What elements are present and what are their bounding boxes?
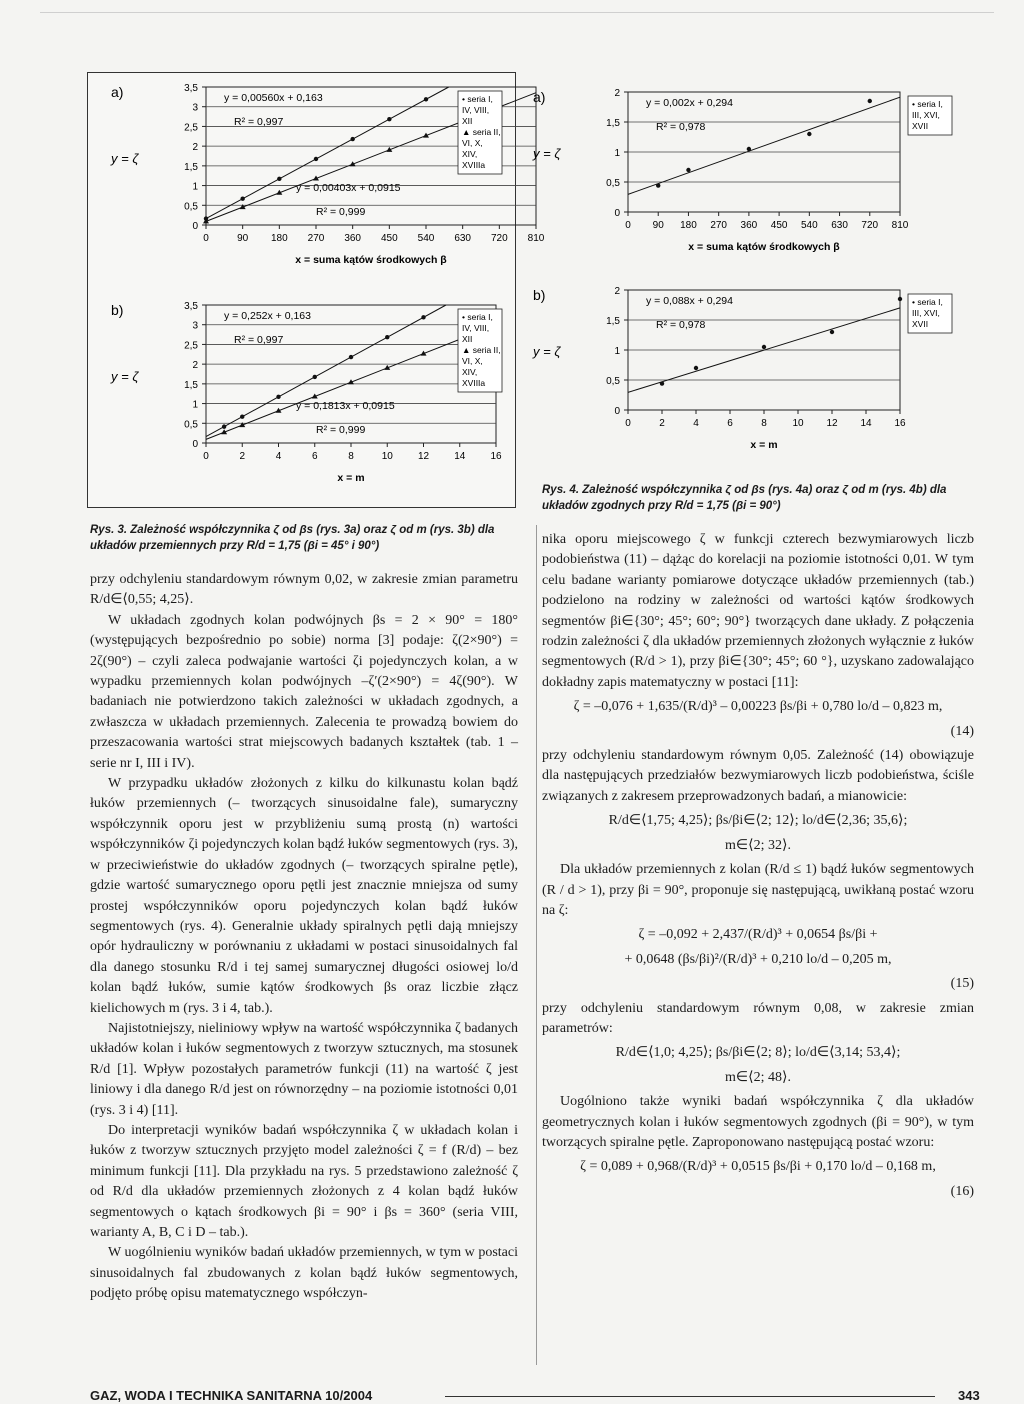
y-tick-label: 3 [192,320,198,332]
x-tick-label: 360 [344,233,362,244]
y-tick-label: 0,5 [606,376,620,387]
x-tick-label: 270 [710,220,728,231]
x-tick-label: 180 [680,220,697,231]
x-tick-label: 810 [527,233,545,244]
y-tick-label: 2 [614,88,620,99]
x-tick-label: 0 [625,220,631,231]
paragraph: W uogólnieniu wyników badań układów przemiennych, w tym w postaci sinusoidalnych fal zbudowanych z kolan bądź łuków segmentowych, podjęto próbę opisu matematycznego współczyn- [90,1245,518,1302]
data-point [747,147,751,151]
y-tick-label: 0 [192,439,198,450]
data-point [830,330,834,334]
data-point [694,366,698,370]
x-tick-label: 10 [792,418,804,429]
y-tick-label: 3 [192,102,198,114]
x-tick-label: 360 [740,220,758,231]
x-tick-label: 14 [454,451,466,462]
figure-4 [533,72,965,466]
x-tick-label: 720 [861,220,879,231]
column-separator [536,525,537,1365]
legend-entry: XVII [912,121,929,131]
regression-equation: y = 0,1813x + 0,0915 [296,400,395,412]
data-point [222,424,226,428]
data-point [385,335,389,339]
equation-15-number: (15) [950,976,974,992]
x-tick-label: 16 [894,418,906,429]
x-tick-label: 810 [891,220,909,231]
panel-tag: a) [111,84,124,100]
paragraph: przy odchyleniu standardowym równym 0,05. Zależność (14) obowiązuje dla następujących przedziałów bezwymiarowych liczb podobieństwa, ściśle związanych z zakresem przeprowadzonych badań, a mianowicie: [542,748,974,804]
legend-entry: XVIIIa [462,160,486,170]
x-tick-label: 8 [348,451,354,462]
panel-tag: b) [111,302,124,318]
figure-4-caption: Rys. 4. Zależność współczynnika ζ od βs (rys. 4a) oraz ζ od m (rys. 4b) dla układów zgodnych przy R/d = 1,75 (βi = 90°) [542,484,947,512]
panel-tag: b) [533,287,546,303]
x-tick-label: 8 [761,418,767,429]
y-tick-label: 1,5 [606,118,620,129]
y-axis-label: y = ζ [111,368,139,384]
y-tick-label: 0,5 [184,419,198,431]
range-15a: R/d∈⟨1,0; 4,25⟩; βs/βi∈⟨2; 8⟩; lo/d∈⟨3,14; 53,4⟩; [615,1045,901,1061]
legend-entry: • seria I, [462,312,493,322]
legend-entry: XIV, [462,149,478,159]
legend-entry: III, XVI, [912,308,940,318]
x-tick-label: 2 [239,451,246,462]
legend-entry: • seria I, [912,99,943,109]
x-tick-label: 16 [490,451,502,462]
data-point [424,97,428,101]
data-point [807,132,811,136]
y-tick-label: 1 [192,181,198,193]
x-tick-label: 90 [237,233,249,244]
y-tick-label: 0 [192,221,198,232]
y-tick-label: 2,5 [184,122,198,134]
x-tick-label: 180 [270,233,288,244]
data-point [421,315,425,319]
range-15b: m∈⟨2; 48⟩. [725,1069,791,1085]
x-tick-label: 6 [311,451,318,462]
x-tick-label: 12 [417,451,430,462]
data-point [686,168,690,172]
panel-tag: a) [533,89,546,105]
paragraph: Uogólniono także wyniki badań współczynnika ζ dla układów geometrycznych kolan i łuków segmentowych zgodnych (βi = 90°), w tym tworzących spiralne pętle. Zaproponowano następującą postać wzoru: [542,1094,974,1150]
data-point [350,137,354,141]
regression-equation: y = 0,252x + 0,163 [224,310,311,322]
data-point [240,415,244,419]
x-tick-label: 2 [659,418,665,429]
data-point [898,297,902,301]
legend-entry: VI, X, [462,138,483,148]
legend-entry: XIV, [462,367,478,377]
x-tick-label: 14 [860,418,872,429]
data-point [387,117,391,121]
data-point [314,157,318,161]
data-point [349,355,353,359]
x-tick-label: 4 [693,418,699,429]
y-tick-label: 0,5 [606,178,620,189]
figure-3-plots [88,73,545,507]
x-tick-label: 720 [490,233,508,244]
legend-entry: XII [462,116,473,126]
equation-15b: + 0,0648 (βs/βi)²/(R/d)³ + 0,210 lo/d – 0,205 m, [624,951,892,967]
x-tick-label: 540 [417,233,435,244]
y-tick-label: 2 [192,360,198,372]
data-point [660,381,664,385]
legend-entry: VI, X, [462,356,483,366]
data-point [868,99,872,103]
y-tick-label: 0 [614,406,620,417]
x-axis-label: x = m [750,439,778,451]
equation-15a: ζ = –0,092 + 2,437/(R/d)³ + 0,0654 βs/βi + [638,927,878,943]
y-tick-label: 0,5 [184,201,198,213]
regression-equation: y = 0,00403x + 0,0915 [296,182,401,194]
data-point [762,345,766,349]
legend-entry: • seria I, [912,297,943,307]
paragraph: Do interpretacji wyników badań współczynnika ζ w układach kolan i łuków z tworzyw sztucznych przyjęto model zależności ζ = f (R/d) – bez minimum funkcji [11]. Dla przykładu na rys. 5 przedstawiono zależność ζ od R/d dla układów przemiennych złożonych z 4 kolan bądź łuków segmentowych o kątach środkowych βi = 90° i βs = 360° (seria VIII, warianty A, B, C i D – tab.). [90,1122,519,1240]
journal-footer: GAZ, WODA I TECHNIKA SANITARNA 10/2004 [90,1388,373,1403]
equation-14: ζ = –0,076 + 1,635/(R/d)³ – 0,00223 βs/βi + 0,780 lo/d – 0,823 m, [573,699,943,715]
y-tick-label: 3,5 [184,83,198,94]
equation-14-number: (14) [950,723,974,739]
y-axis-label: y = ζ [111,150,139,166]
footer-rule [445,1396,935,1397]
x-axis-label: x = m [337,472,365,484]
data-point [276,395,280,399]
equation-16: ζ = 0,089 + 0,968/(R/d)³ + 0,0515 βs/βi + 0,170 lo/d – 0,168 m, [580,1159,936,1175]
legend-entry: XII [462,334,473,344]
x-tick-label: 450 [380,233,398,244]
y-axis-label: y = ζ [533,344,561,359]
figure-3 [87,72,545,508]
r-squared: R² = 0,997 [234,334,284,346]
range-14a: R/d∈⟨1,75; 4,25⟩; βs/βi∈⟨2; 12⟩; lo/d∈⟨2,36; 35,6⟩; [608,813,908,829]
legend-entry: IV, VIII, [462,323,490,333]
trend-line [628,97,900,194]
y-tick-label: 0 [614,208,620,219]
figure-3-caption: Rys. 3. Zależność współczynnika ζ od βs (rys. 3a) oraz ζ od m (rys. 3b) dla układów przemiennych przy R/d = 1,75 (βi = 45° i 90°) [90,524,495,552]
page-number: 343 [958,1388,980,1403]
data-point [240,197,244,201]
r-squared: R² = 0,999 [316,424,366,436]
legend-entry: IV, VIII, [462,105,490,115]
range-14b: m∈⟨2; 32⟩. [725,837,791,853]
x-tick-label: 0 [203,451,209,462]
y-tick-label: 1,5 [184,161,198,173]
x-axis-label: x = suma kątów środkowych β [688,241,840,253]
regression-equation: y = 0,00560x + 0,163 [224,92,323,104]
legend-entry: • seria I, [462,94,493,104]
r-squared: R² = 0,978 [656,121,706,133]
y-tick-label: 1,5 [184,379,198,391]
legend-entry: ▲ seria II, [462,345,501,355]
paragraph: nika oporu miejscowego ζ w funkcji czterech bezwymiarowych liczb podobieństwa (11) – dążąc do korelacji na poziomie istotności 0,01. W tym celu badane warianty pomiarowe dotyczące układów przemiennych (tab.) podzielono na rodziny w zależności od wartości kątów środkowych segmentów βi∈{30°; 45°; 60°; 90°} tworzących dane układy. Z połączenia rodzin zależności ζ dla układów przemiennych złożonych wyłącznie z łuków segmentowych (R/d > 1), przy βi∈{30°; 45°; 60 °}, uzyskano zadowalająco dokładny zapis matematyczny w postaci [11]: [542,532,974,690]
data-point [277,177,281,181]
legend-entry: XVII [912,319,929,329]
y-tick-label: 1,5 [606,316,620,327]
data-point [656,183,660,187]
x-tick-label: 450 [770,220,788,231]
x-tick-label: 4 [275,451,282,462]
top-rule [40,12,994,13]
x-tick-label: 630 [831,220,848,231]
paragraph: Najistotniejszy, nieliniowy wpływ na wartość współczynnika ζ badanych układów kolan i łuków segmentowych z tworzyw sztucznych, ma stosunek R/d [1]. Wpływ pozostałych parametrów funkcji (11) na wartość ζ jest liniowy i dla danego R/d jest on równorzędny – na poziomie istotności 0,01 (rys. 3 i 4) [11]. [90,1020,518,1118]
paragraph: Dla układów przemiennych z kolan (R/d ≤ 1) bądź łuków segmentowych (R / d > 1), przy βi = 90°, proponuje się następującą, uwikłaną postać wzoru na ζ: [542,862,974,918]
right-text-column [542,530,974,1206]
regression-equation: y = 0,088x + 0,294 [646,295,733,307]
paragraph: W przypadku układów złożonych z kilku do kilkunastu kolan bądź łuków przemiennych (– tworzących sinusoidalne fale), sumaryczny współczynnik oporu jest w przybliżeniu sumą prostą (n) wartości współczynników ζi pojedynczych kolan bądź łuków segmentowych (rys. 3), w przeciwieństwie do układów zgodnych (– tworzących spiralne pętle), gdzie wartość sumarycznego oporu pętli jest znacznie mniejsza od sumy prostej współczynników oporu pojedynczych kolan bądź łuków segmentowych (rys. 4). Generalnie układy spiralnych pętli dają mniejszy opór hydrauliczny w porównaniu z układami w postaci sinusoidalnych fal dla danego stosunku R/d i tej samej sumarycznej długości osiowej lo/d kolan bądź łuków, sumie kątów środkowych βs oraz liczbie złącz kielichowych m (rys. 3 i 4, tab.). [90,776,518,1016]
x-tick-label: 270 [307,233,325,244]
paragraph: przy odchyleniu standardowym równym 0,08, w zakresie zmian parametrów: [542,1000,974,1036]
y-tick-label: 1 [192,399,198,411]
x-axis-label: x = suma kątów środkowych β [295,254,447,266]
paragraph: przy odchyleniu standardowym równym 0,02, w zakresie zmian parametru R/d∈⟨0,55; 4,25⟩. [90,572,518,608]
r-squared: R² = 0,978 [656,319,706,331]
regression-equation: y = 0,002x + 0,294 [646,97,733,109]
r-squared: R² = 0,999 [316,206,366,218]
y-tick-label: 2,5 [184,340,198,352]
y-tick-label: 1 [614,148,620,159]
x-tick-label: 12 [826,418,838,429]
x-tick-label: 0 [625,418,631,429]
x-tick-label: 540 [800,220,818,231]
r-squared: R² = 0,997 [234,116,284,128]
y-axis-label: y = ζ [533,146,561,161]
x-tick-label: 0 [203,233,209,244]
equation-16-number: (16) [950,1183,974,1199]
y-tick-label: 1 [614,346,620,357]
x-tick-label: 6 [727,418,733,429]
y-tick-label: 3,5 [184,301,198,312]
paragraph: W układach zgodnych kolan podwójnych βs = 2 × 90° = 180° (występujących bezpośrednio po sobie) norma [3] podaje: ζ(2×90°) = 2ζ(90°) – czyli zaleca podwajanie wartości ζi pojedynczych kolan, a w wypadku przemiennych kolan podwójnych –ζ′(2×90°) = 4ζ(90°). W badaniach nie potwierdzono takich zależności w układach zgodnych, a zwłaszcza w układach przemiennych. Zalecenia te prowadzą bowiem do przeszacowania wartości strat miejscowych badanych kształtek (tab. 1 – serie nr I, III i IV). [90,612,518,771]
data-point [313,375,317,379]
x-tick-label: 630 [454,233,472,244]
x-tick-label: 90 [652,220,664,231]
left-text-column [90,570,518,1305]
x-tick-label: 10 [381,451,393,462]
legend-entry: XVIIIa [462,378,486,388]
legend-entry: III, XVI, [912,110,940,120]
figure-4-plots [533,72,965,466]
y-tick-label: 2 [192,142,198,154]
y-tick-label: 2 [614,286,620,297]
legend-entry: ▲ seria II, [462,127,501,137]
